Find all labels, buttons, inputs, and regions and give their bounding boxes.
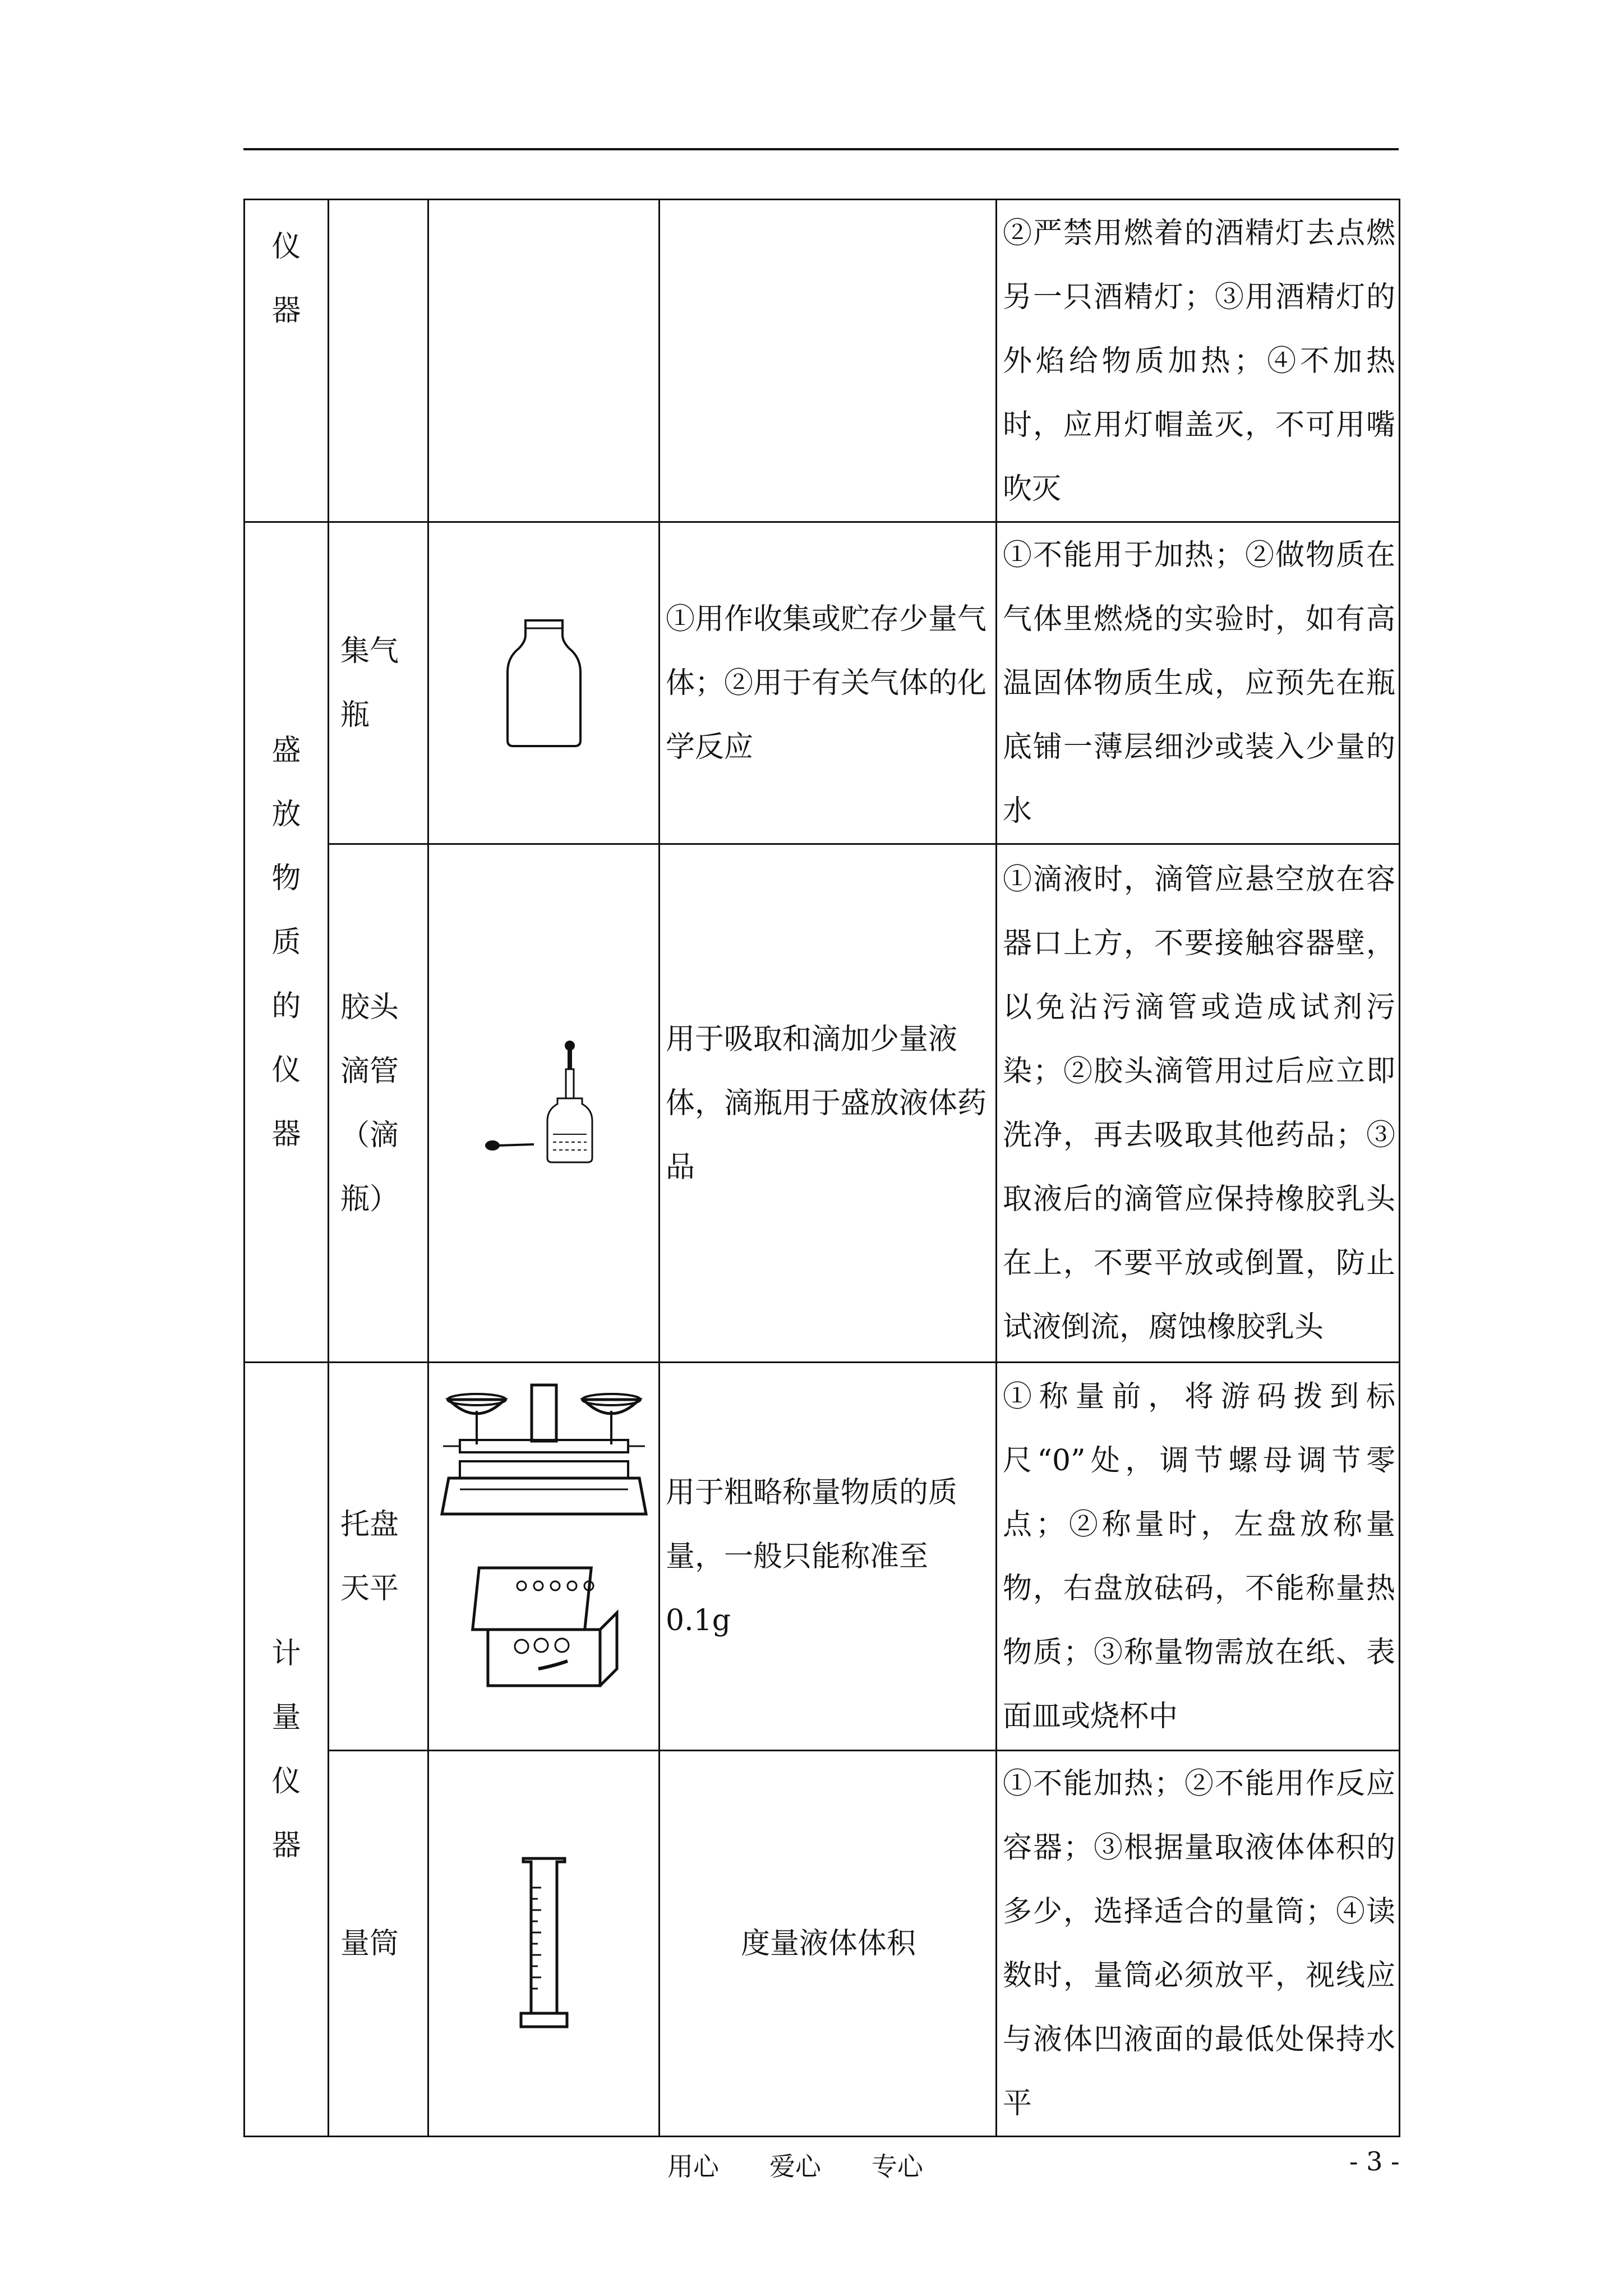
footer-right: 专心 — [872, 2151, 923, 2182]
use-text: ①用作收集或贮存少量气体；②用于有关气体的化学反应 — [666, 602, 987, 764]
note-text: ②严禁用燃着的酒精灯去点燃另一只酒精灯；③用酒精灯的外焰给物质加热；④不加热时，应用灯帽盖灭，不可用嘴吹灭 — [1003, 217, 1395, 506]
use-text: 用于粗略称量物质的质量，一般只能称准至0.1g — [666, 1475, 958, 1637]
image-cell — [428, 522, 660, 844]
instrument-name: 托盘天平 — [340, 1507, 399, 1605]
use-text: 度量液体体积 — [740, 1926, 916, 1961]
table-row — [245, 1363, 1400, 1751]
use-cell — [660, 200, 997, 522]
note-cell — [997, 1363, 1400, 1751]
pan-balance-icon — [437, 1377, 651, 1736]
image-cell — [428, 200, 660, 522]
note-cell — [997, 844, 1400, 1363]
category-label: 盛放物质的仪器 — [271, 733, 301, 1151]
note-text: ①称量前，将游码拨到标尺“0”处，调节螺母调节零点；②称量时，左盘放称量物，右盘放砝码，不能称量热物质；③称量物需放在纸、表面皿或烧杯中 — [1003, 1379, 1395, 1733]
category-cell — [245, 1363, 329, 2137]
note-text: ①滴液时，滴管应悬空放在容器口上方，不要接触容器壁，以免沾污滴管或造成试剂污染；②胶头滴管用过后应立即洗净，再去吸取其他药品；③取液后的滴管应保持橡胶乳头在上，不要平放或倒置，防止试液倒流，腐蚀橡胶乳头 — [1003, 862, 1395, 1344]
dropper-and-bottle-icon — [482, 1039, 606, 1168]
table-row — [245, 522, 1400, 844]
note-text: ①不能用于加热；②做物质在气体里燃烧的实验时，如有高温固体物质生成，应预先在瓶底铺一薄层细沙或装入少量的水 — [1003, 538, 1395, 828]
header-rule — [243, 148, 1399, 150]
footer-left: 用心 — [667, 2151, 719, 2182]
note-text: ①不能加热；②不能用作反应容器；③根据量取液体体积的多少，选择适合的量筒；④读数时，量筒必须放平，视线应与液体凹液面的最低处保持水平 — [1003, 1766, 1395, 2120]
name-cell — [329, 844, 428, 1363]
name-cell — [329, 1363, 428, 1751]
instrument-table — [243, 199, 1400, 2137]
image-cell — [428, 1363, 660, 1751]
name-cell — [329, 200, 428, 522]
graduated-cylinder-icon — [513, 1854, 575, 2033]
use-cell — [660, 844, 997, 1363]
name-cell — [329, 522, 428, 844]
use-text: 用于吸取和滴加少量液体，滴瓶用于盛放液体药品 — [666, 1022, 987, 1184]
page-number: - 3 - — [1349, 2146, 1400, 2177]
gas-collecting-bottle-icon — [502, 616, 586, 751]
use-cell — [660, 1363, 997, 1751]
use-cell — [660, 522, 997, 844]
instrument-name: 集气瓶 — [340, 634, 399, 732]
category-label: 仪器 — [271, 230, 301, 328]
name-cell — [329, 1751, 428, 2137]
note-cell — [997, 522, 1400, 844]
note-cell — [997, 200, 1400, 522]
image-cell — [428, 844, 660, 1363]
footer-middle: 爱心 — [769, 2151, 821, 2182]
note-cell — [997, 1751, 1400, 2137]
instrument-name: 量筒 — [340, 1926, 399, 1961]
use-cell — [660, 1751, 997, 2137]
category-cell — [245, 200, 329, 522]
instrument-name: 胶头滴管（滴瓶） — [340, 990, 399, 1216]
table-row — [245, 844, 1400, 1363]
category-label: 计量仪器 — [271, 1636, 301, 1862]
table-row — [245, 1751, 1400, 2137]
table-row — [245, 200, 1400, 522]
image-cell — [428, 1751, 660, 2137]
category-cell — [245, 522, 329, 1363]
footer-motto — [667, 2146, 974, 2183]
